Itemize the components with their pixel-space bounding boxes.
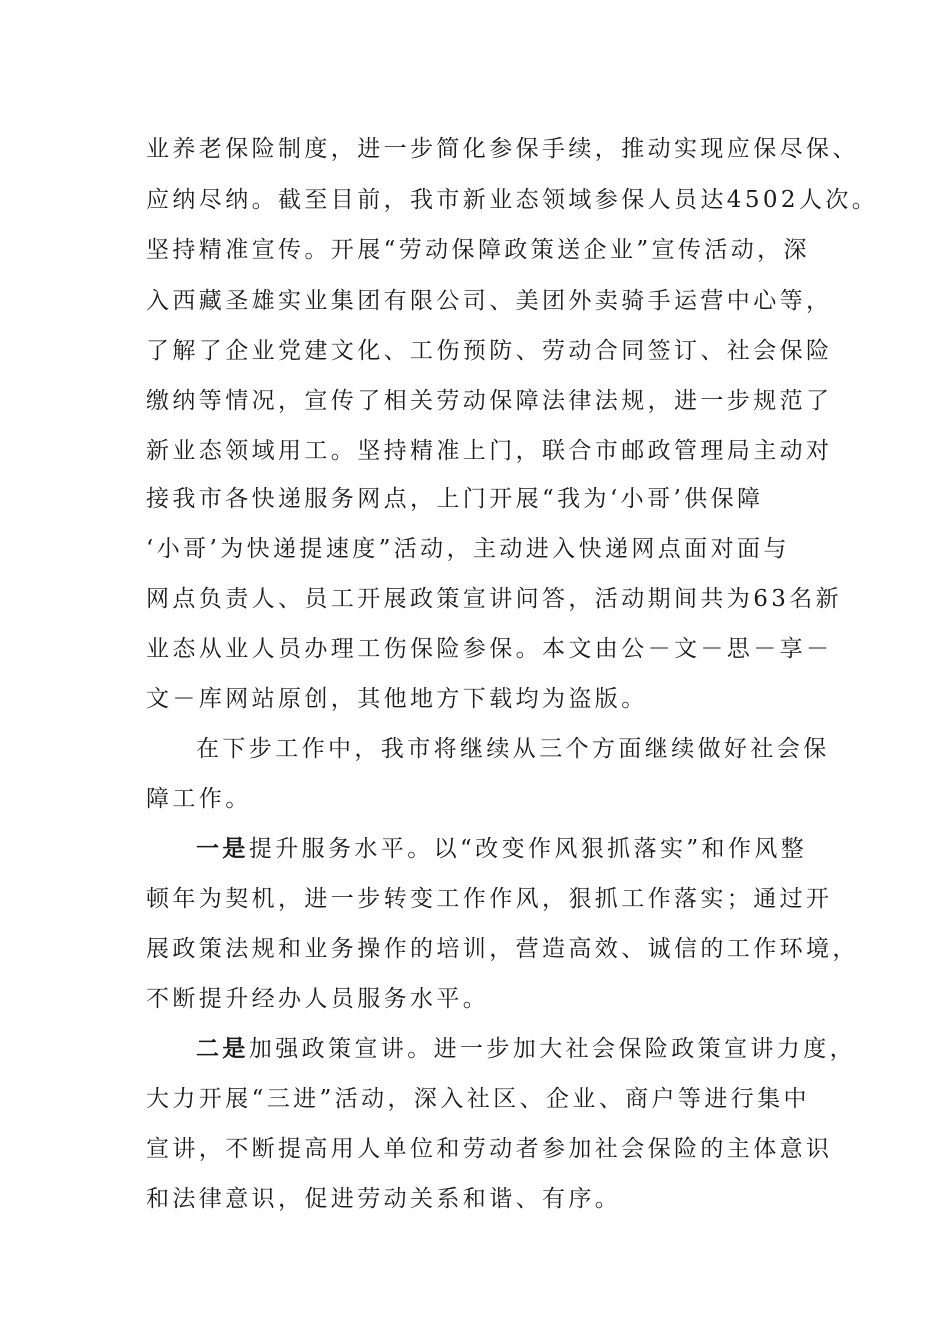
text-line: 应纳尽纳。截至目前，我市新业态领域参保人员达4502人次。	[146, 187, 879, 213]
item-one-first-line	[196, 834, 807, 864]
text-line: 业养老保险制度，进一步简化参保手续，推动实现应保尽保、	[146, 136, 859, 162]
text-line: ‘小哥’为快递提速度”活动，主动进入快递网点面对面与	[146, 536, 790, 562]
text-line: 和法律意识，促进劳动关系和谐、有序。	[146, 1186, 622, 1212]
text-line: 文－库网站原创，其他地方下载均为盗版。	[146, 686, 648, 712]
item-one-title: 提升服务水平。以“改变作风狠抓落实”和作风整	[248, 836, 808, 862]
text-line: 坚持精准宣传。开展“劳动保障政策送企业”宣传活动，深	[146, 237, 810, 263]
text-line: 顿年为契机，进一步转变工作作风，狠抓工作落实；通过开	[146, 886, 833, 912]
text-line: 新业态领域用工。坚持精准上门，联合市邮政管理局主动对	[146, 438, 833, 464]
text-line: 了解了企业党建文化、工伤预防、劳动合同签订、社会保险	[146, 338, 833, 364]
item-two-lead: 二是	[196, 1035, 249, 1062]
text-line: 障工作。	[146, 786, 252, 812]
text-line: 大力开展“三进”活动，深入社区、企业、商户等进行集中	[146, 1086, 810, 1112]
text-line: 宣讲，不断提高用人单位和劳动者参加社会保险的主体意识	[146, 1136, 833, 1162]
text-line: 业态从业人员办理工伤保险参保。本文由公－文－思－享－	[146, 636, 833, 662]
item-one-lead: 一是	[196, 835, 249, 862]
text-line: 网点负责人、员工开展政策宣讲问答，活动期间共为63名新	[146, 586, 843, 612]
item-two-title: 加强政策宣讲。进一步加大社会保险政策宣讲力度，	[248, 1036, 857, 1062]
text-line: 不断提升经办人员服务水平。	[146, 986, 490, 1012]
text-line: 入西藏圣雄实业集团有限公司、美团外卖骑手运营中心等，	[146, 288, 833, 314]
next-steps-intro: 在下步工作中，我市将继续从三个方面继续做好社会保	[196, 736, 830, 762]
item-two-first-line	[196, 1034, 856, 1064]
text-line: 展政策法规和业务操作的培训，营造高效、诚信的工作环境，	[146, 936, 859, 962]
text-line: 接我市各快递服务网点，上门开展“我为‘小哥’供保障	[146, 486, 764, 512]
text-line: 缴纳等情况，宣传了相关劳动保障法律法规，进一步规范了	[146, 388, 833, 414]
